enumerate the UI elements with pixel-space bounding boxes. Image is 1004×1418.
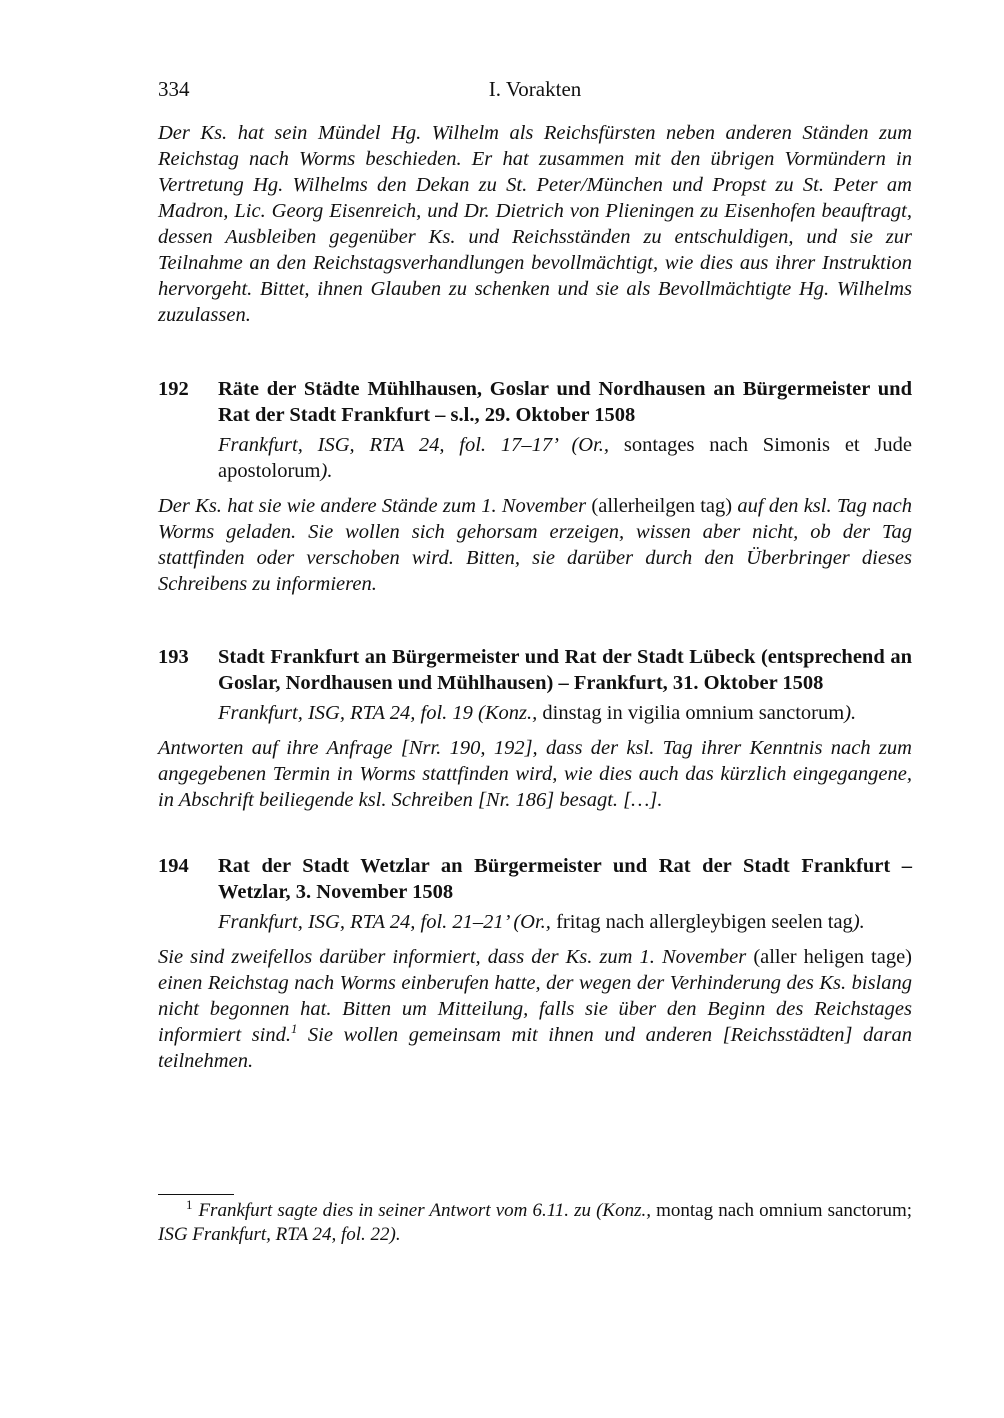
footnote-marker: 1 bbox=[186, 1196, 193, 1212]
entry-193-heading bbox=[158, 644, 912, 696]
entry-192-summary: Der Ks. hat sie wie andere Stände zum 1. November (allerheilgen tag) auf den ksl. Tag nach Worms geladen. Sie wollen sich gehorsam erzeigen, wissen aber nicht, ob der Tag stattfinden oder verschoben wird. Bitten, sie darüber durch den Überbringer dieses Schreibens zu informieren. bbox=[158, 495, 913, 595]
page-number: 334 bbox=[158, 77, 190, 101]
footnote-block bbox=[158, 1194, 912, 1247]
footnote-rule bbox=[158, 1194, 234, 1195]
entry-193-number: 193 bbox=[158, 646, 189, 668]
entry-194-source: Frankfurt, ISG, RTA 24, fol. 21–21’ (Or., fritag nach allergleybigen seelen tag). bbox=[218, 911, 865, 933]
running-head-title: I. Vorakten bbox=[488, 77, 582, 101]
entry-194-summary: Sie sind zweifellos darüber informiert, dass der Ks. zum 1. November (aller heligen tage) einen Reichstag nach Worms einberufen hatte, der wegen der Verhinderung des Ks. bislang nicht begonnen hat. Bitten um Mitteilung, falls sie über den Beginn des Reichstages informiert sind.$^1$ Sie wollen gemeinsam mit ihnen und anderen [Reichsstädten] daran teilnehmen. bbox=[158, 946, 912, 1072]
intro-paragraph: Der Ks. hat sein Mündel Hg. Wilhelm als Reichsfürsten neben anderen Ständen zum Reichstag nach Worms beschieden. Er hat zusammen mit den übrigen Vormündern in Vertretung Hg. Wilhelms den Dekan zu St. Peter/München und Propst zu St. Peter am Madron, Lic. Georg Eisenreich, und Dr. Dietrich von Plieningen zu Eisenhofen beauftragt, dessen Ausbleiben gegenüber Ks. und Reichsständen zu entschuldigen, und sie zur Teilnahme an den Reichstagsverhandlungen bevollmächtigt, wie dies aus ihrer Instruktion hervorgeht. Bittet, ihnen Glauben zu schenken und sie als Bevollmächtigte Hg. Wilhelms zuzulassen. bbox=[158, 122, 912, 326]
text-block bbox=[158, 0, 912, 1074]
entry-192-source: Frankfurt, ISG, RTA 24, fol. 17–17’ (Or., sontages nach Simonis et Jude apostolorum). bbox=[218, 434, 913, 482]
entry-192 bbox=[158, 376, 912, 597]
footnote-text bbox=[158, 1196, 912, 1247]
entry-193 bbox=[158, 644, 912, 813]
entry-192-heading-text: Räte der Städte Mühlhausen, Goslar und Nordhausen an Bürgermeister und Rat der Stadt Frankfurt – s.l., 29. Oktober 1508 bbox=[218, 378, 912, 426]
entry-193-summary: Antworten auf ihre Anfrage [Nrr. 190, 192], dass der ksl. Tag ihrer Kenntnis nach zum angegebenen Termin in Worms stattfinden wird, wie dies auch das kürzlich eingegangene, in Abschrift beiliegende ksl. Schreiben [Nr. 186] besagt. […]. bbox=[158, 737, 912, 811]
entry-193-heading-text: Stadt Frankfurt an Bürgermeister und Rat der Stadt Lübeck (entsprechend an Goslar, Nordhausen und Mühlhausen) – Frankfurt, 31. Oktober 1508 bbox=[218, 646, 912, 694]
footnote-content: Frankfurt sagte dies in seiner Antwort vom 6.11. zu (Konz., montag nach omnium sanctorum; ISG Frankfurt, RTA 24, fol. 22). bbox=[158, 1200, 912, 1245]
entry-192-number: 192 bbox=[158, 378, 189, 400]
entry-194-number: 194 bbox=[158, 855, 189, 877]
entry-194 bbox=[158, 853, 912, 1074]
entry-192-heading bbox=[158, 376, 912, 428]
entry-194-heading-text: Rat der Stadt Wetzlar an Bürgermeister und Rat der Stadt Frankfurt – Wetzlar, 3. November 1508 bbox=[218, 855, 912, 903]
entry-194-heading bbox=[158, 853, 912, 905]
running-header bbox=[158, 76, 912, 102]
entry-193-source: Frankfurt, ISG, RTA 24, fol. 19 (Konz., dinstag in vigilia omnium sanctorum). bbox=[218, 702, 857, 724]
